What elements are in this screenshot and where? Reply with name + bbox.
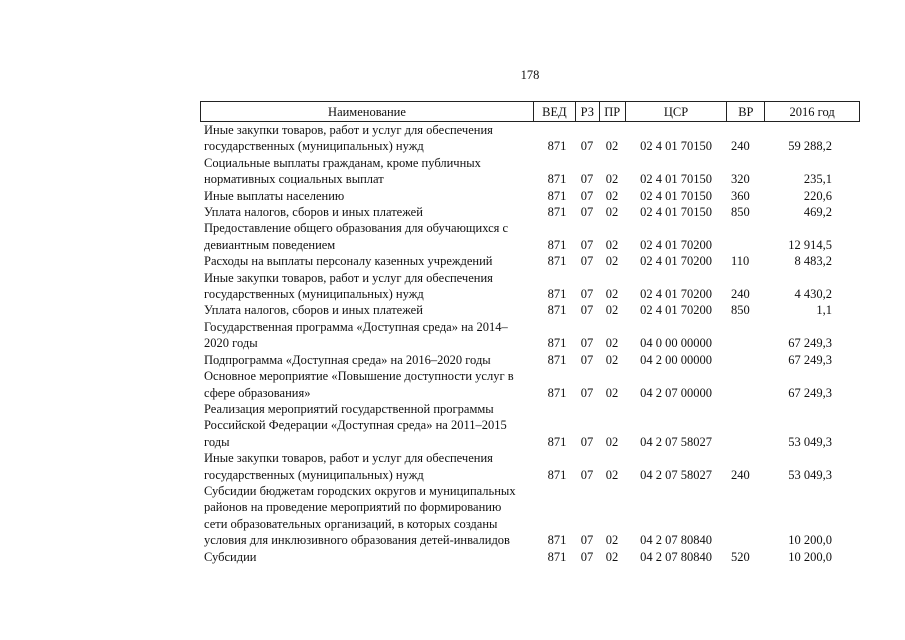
cell-name: Субсидии бюджетам городских округов и муниципальных районов на проведение мероприятий по формированию сети образовательных организаций, в которых созданы условия для инклюзивного образования детей-инвалидов [204,483,516,548]
cell-csr: 04 2 07 58027 [640,434,712,449]
page-number: 178 [520,68,540,82]
cell-pr: 02 [605,254,619,269]
cell-sum: 8 483,2 [794,254,832,269]
header-sum: 2016 год [764,102,859,121]
cell-name: Уплата налогов, сборов и иных платежей [204,303,423,318]
cell-ved: 871 [547,287,567,302]
cell-vr: 240 [731,287,750,302]
cell-vr: 240 [731,139,750,154]
cell-rz: 07 [580,139,594,154]
cell-pr: 02 [605,303,619,318]
cell-pr: 02 [605,188,619,203]
cell-csr: 02 4 01 70200 [640,303,712,318]
table-row [200,401,860,450]
cell-pr: 02 [605,139,619,154]
header-rz: РЗ [575,102,599,121]
table-row [200,188,860,204]
table-row [200,302,860,318]
cell-pr: 02 [605,336,619,351]
cell-name: Иные закупки товаров, работ и услуг для обеспечения государственных (муниципальных) нужд [204,270,493,302]
cell-ved: 871 [547,188,567,203]
cell-sum: 235,1 [803,172,832,187]
cell-vr: 320 [731,172,750,187]
cell-sum: 53 049,3 [788,434,832,449]
cell-ved: 871 [547,205,567,220]
cell-sum: 67 249,3 [788,385,832,400]
cell-csr: 04 0 00 00000 [640,336,712,351]
cell-rz: 07 [580,188,594,203]
table-body [200,122,860,565]
table-row [200,483,860,549]
cell-rz: 07 [580,352,594,367]
cell-rz: 07 [580,336,594,351]
cell-vr: 240 [731,467,750,482]
table-row [200,204,860,220]
cell-csr: 04 2 07 80840 [640,533,712,548]
table-row [200,319,860,352]
cell-csr: 04 2 07 80840 [640,549,712,564]
cell-vr: 850 [731,303,750,318]
budget-table [200,101,860,565]
cell-vr: 110 [731,254,750,269]
cell-sum: 12 914,5 [788,237,832,252]
cell-ved: 871 [547,434,567,449]
cell-name: Уплата налогов, сборов и иных платежей [204,205,423,220]
cell-ved: 871 [547,336,567,351]
table-row [200,270,860,303]
cell-csr: 02 4 01 70150 [640,205,712,220]
cell-pr: 02 [605,352,619,367]
cell-ved: 871 [547,254,567,269]
cell-ved: 871 [547,385,567,400]
cell-pr: 02 [605,467,619,482]
cell-sum: 4 430,2 [794,287,832,302]
cell-ved: 871 [547,549,567,564]
table-row [200,368,860,401]
cell-rz: 07 [580,287,594,302]
cell-sum: 10 200,0 [788,549,832,564]
cell-vr: 520 [731,549,750,564]
cell-sum: 67 249,3 [788,352,832,367]
cell-pr: 02 [605,287,619,302]
header-vr: ВР [726,102,764,121]
cell-name: Расходы на выплаты персоналу казенных учреждений [204,254,493,269]
cell-pr: 02 [605,533,619,548]
header-csr: ЦСР [625,102,727,121]
table-header [200,101,860,122]
header-ved: ВЕД [533,102,575,121]
cell-csr: 02 4 01 70200 [640,287,712,302]
cell-csr: 02 4 01 70200 [640,254,712,269]
cell-ved: 871 [547,237,567,252]
cell-rz: 07 [580,172,594,187]
cell-rz: 07 [580,533,594,548]
cell-ved: 871 [547,303,567,318]
cell-pr: 02 [605,237,619,252]
cell-pr: 02 [605,385,619,400]
cell-name: Подпрограмма «Доступная среда» на 2016–2020 годы [204,352,491,367]
cell-rz: 07 [580,434,594,449]
cell-pr: 02 [605,549,619,564]
cell-csr: 02 4 01 70150 [640,188,712,203]
cell-ved: 871 [547,467,567,482]
cell-pr: 02 [605,434,619,449]
cell-name: Иные выплаты населению [204,188,345,203]
cell-sum: 220,6 [803,188,832,203]
cell-sum: 469,2 [803,205,832,220]
cell-vr: 850 [731,205,750,220]
cell-rz: 07 [580,237,594,252]
cell-vr: 360 [731,188,750,203]
cell-csr: 04 2 07 58027 [640,467,712,482]
table-row [200,352,860,368]
cell-name: Иные закупки товаров, работ и услуг для обеспечения государственных (муниципальных) нужд [204,123,493,154]
cell-ved: 871 [547,352,567,367]
cell-rz: 07 [580,385,594,400]
cell-csr: 02 4 01 70150 [640,172,712,187]
cell-sum: 59 288,2 [788,139,832,154]
cell-sum: 53 049,3 [788,467,832,482]
cell-name: Государственная программа «Доступная среда» на 2014–2020 годы [204,319,508,351]
cell-rz: 07 [580,254,594,269]
cell-csr: 02 4 01 70150 [640,139,712,154]
table-row [200,220,860,253]
cell-rz: 07 [580,549,594,564]
cell-name: Основное мероприятие «Повышение доступности услуг в сфере образования» [204,369,514,400]
table-row [200,122,860,155]
cell-name: Предоставление общего образования для обучающихся с девиантным поведением [204,221,509,252]
cell-name: Социальные выплаты гражданам, кроме публичных нормативных социальных выплат [204,155,481,187]
table-row [200,253,860,269]
cell-csr: 04 2 07 00000 [640,385,712,400]
cell-ved: 871 [547,172,567,187]
cell-ved: 871 [547,139,567,154]
table-row [200,549,860,565]
cell-sum: 67 249,3 [788,336,832,351]
header-pr: ПР [599,102,625,121]
cell-csr: 04 2 00 00000 [640,352,712,367]
table-row [200,155,860,188]
cell-rz: 07 [580,467,594,482]
cell-pr: 02 [605,172,619,187]
cell-sum: 1,1 [816,303,832,318]
cell-name: Иные закупки товаров, работ и услуг для обеспечения государственных (муниципальных) нужд [204,451,493,482]
cell-rz: 07 [580,205,594,220]
cell-pr: 02 [605,205,619,220]
cell-rz: 07 [580,303,594,318]
cell-name: Реализация мероприятий государственной программы Российской Федерации «Доступная среда» на 2011–2015 годы [204,401,507,449]
cell-csr: 02 4 01 70200 [640,237,712,252]
cell-ved: 871 [547,533,567,548]
table-row [200,450,860,483]
cell-name: Субсидии [204,549,257,564]
cell-sum: 10 200,0 [788,533,832,548]
header-name: Наименование [328,104,406,119]
